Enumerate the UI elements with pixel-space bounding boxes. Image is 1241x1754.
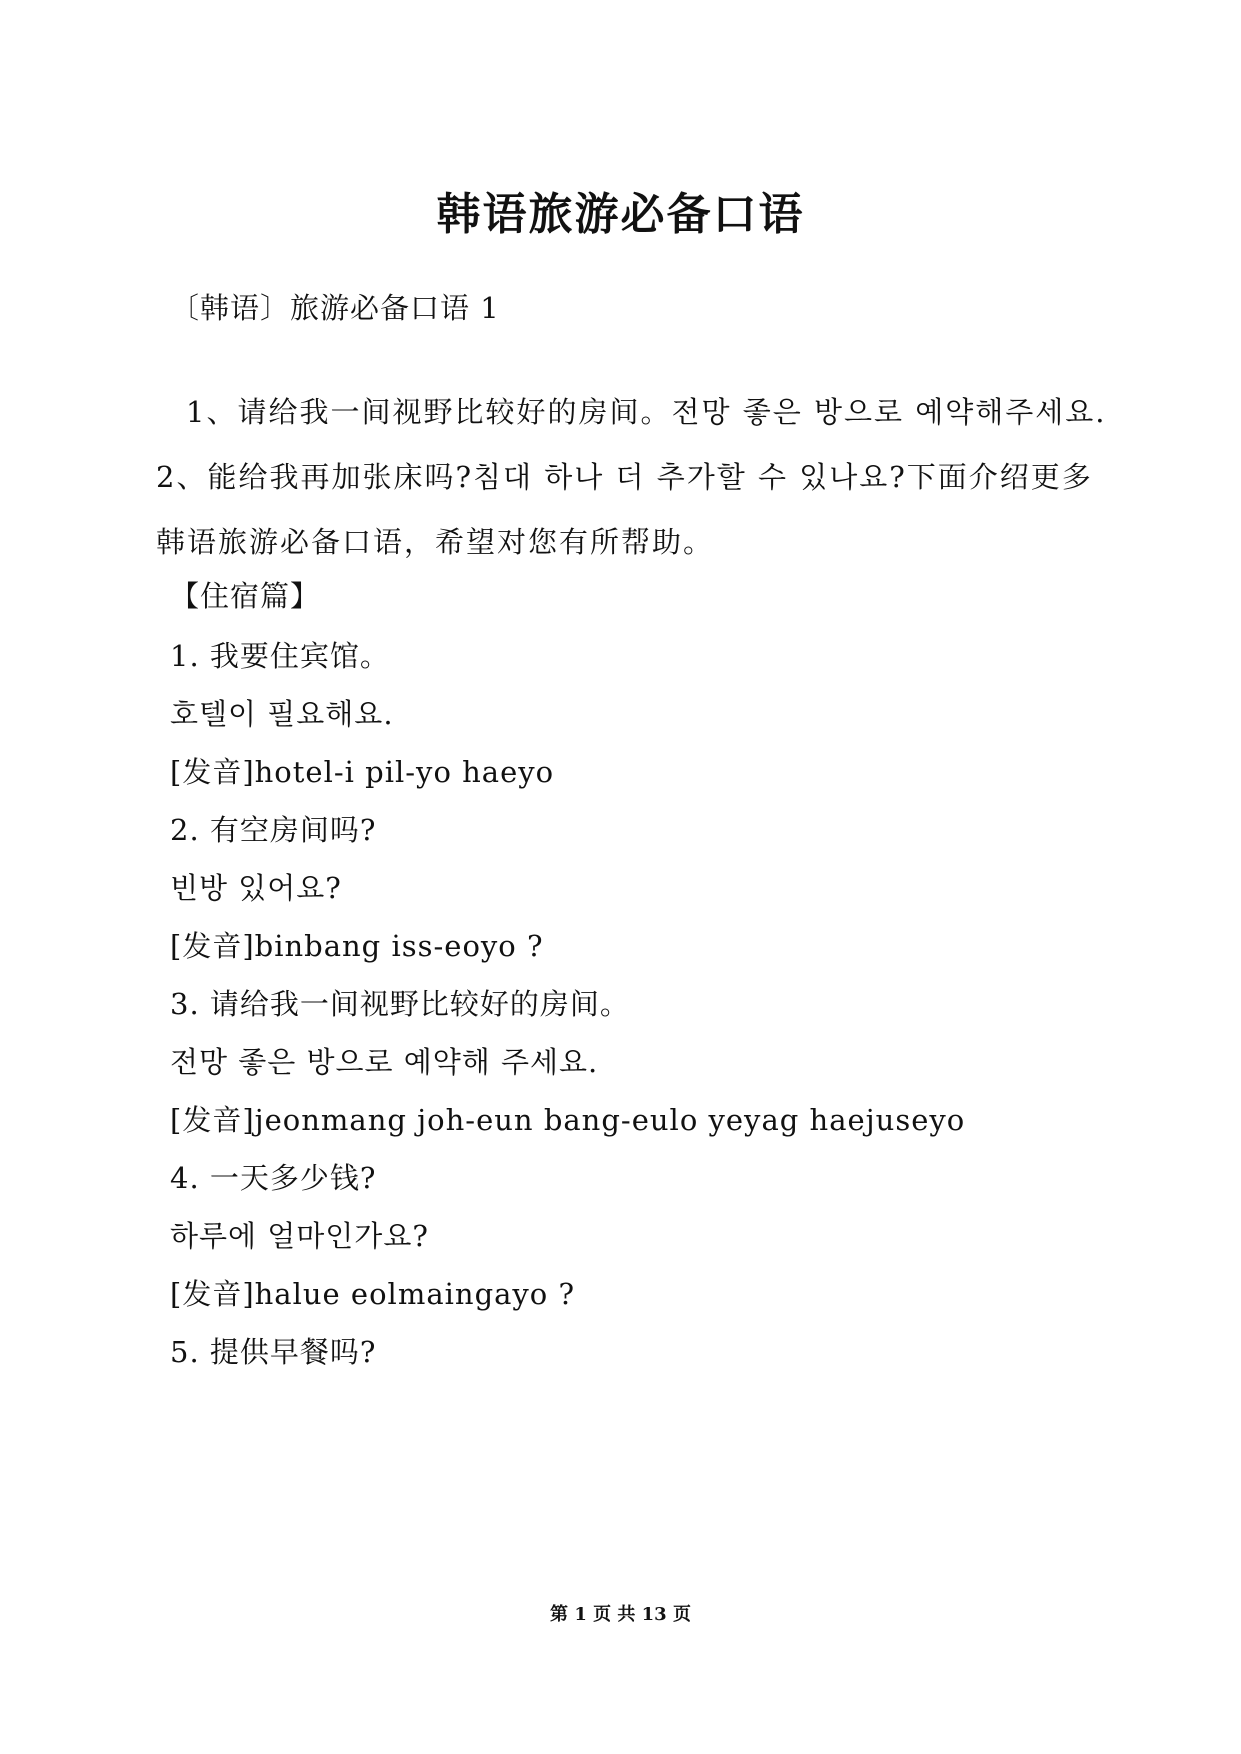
phrase-chinese: 3. 请给我一间视野比较好的房间。 xyxy=(170,987,630,1021)
phrase-korean: 빈방 있어요? xyxy=(170,871,342,905)
phrase-korean: 호텔이 필요해요. xyxy=(170,697,394,731)
phrase-chinese: 4. 一天多少钱? xyxy=(170,1161,377,1195)
phrase-pronunciation: [发音]halue eolmaingayo ? xyxy=(170,1277,576,1311)
phrase-pronunciation: [发音]hotel-i pil-yo haeyo xyxy=(170,755,555,789)
phrase-korean: 전망 좋은 방으로 예약해 주세요. xyxy=(170,1045,599,1079)
phrase-pronunciation: [发音]jeonmang joh-eun bang-eulo yeyag haejuseyo xyxy=(170,1103,966,1137)
document-subtitle: 〔韩语〕旅游必备口语 1 xyxy=(170,291,500,325)
intro-paragraph: 1、请给我一间视野比较好的房间。전망 좋은 방으로 예약해주세요.2、能给我再加张床吗?침대 하나 더 추가할 수 있나요?下面介绍更多韩语旅游必备口语，希望对您有所帮助。 xyxy=(156,395,1107,559)
phrase-pronunciation: [发音]binbang iss-eoyo ? xyxy=(170,929,544,963)
phrase-chinese: 5. 提供早餐吗? xyxy=(170,1335,377,1369)
phrase-korean: 하루에 얼마인가요? xyxy=(170,1219,429,1253)
document-title: 韩语旅游必备口语 xyxy=(436,189,805,240)
page-footer: 第 1 页 共 13 页 xyxy=(550,1604,691,1625)
phrase-chinese: 2. 有空房间吗? xyxy=(170,813,377,847)
section-heading: 【住宿篇】 xyxy=(170,579,321,613)
phrase-chinese: 1. 我要住宾馆。 xyxy=(170,639,390,673)
